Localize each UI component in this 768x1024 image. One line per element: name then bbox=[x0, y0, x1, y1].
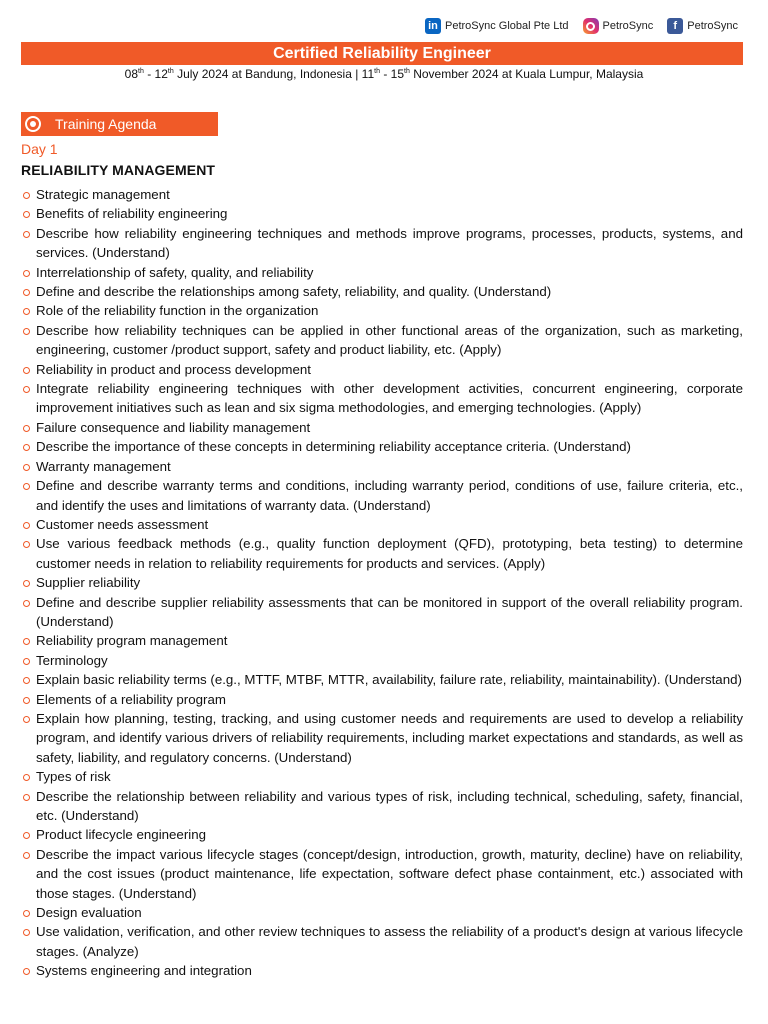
linkedin-link[interactable] bbox=[425, 18, 569, 34]
agenda-item: Explain how planning, testing, tracking, and using customer needs and requirements are used to develop a reliability program, and identify various drivers of reliability requirements, including market expectations and standards, as well as safety, liability, and regulatory concerns. (Understand) bbox=[21, 709, 743, 767]
training-agenda-heading bbox=[21, 112, 218, 136]
agenda-item: Describe the relationship between reliability and various types of risk, including technical, scheduling, safety, financial, etc. (Understand) bbox=[21, 787, 743, 826]
agenda-item: Supplier reliability bbox=[21, 573, 743, 592]
agenda-item: Reliability program management bbox=[21, 631, 743, 650]
target-icon bbox=[25, 116, 41, 132]
instagram-icon bbox=[583, 18, 599, 34]
agenda-item: Terminology bbox=[21, 651, 743, 670]
training-agenda-label: Training Agenda bbox=[55, 116, 157, 132]
social-links bbox=[425, 18, 738, 34]
agenda-item: Warranty management bbox=[21, 457, 743, 476]
agenda-item: Define and describe the relationships among safety, reliability, and quality. (Understand) bbox=[21, 282, 743, 301]
linkedin-label: PetroSync Global Pte Ltd bbox=[444, 20, 569, 32]
agenda-item: Explain basic reliability terms (e.g., MTTF, MTBF, MTTR, availability, failure rate, reliability, maintainability). (Understand) bbox=[21, 670, 743, 689]
agenda-item: Describe how reliability techniques can be applied in other functional areas of the organization, such as marketing, engineering, customer /product support, safety and product liability, etc. (Apply) bbox=[21, 321, 743, 360]
agenda-item: Elements of a reliability program bbox=[21, 690, 743, 709]
agenda-item: Interrelationship of safety, quality, and reliability bbox=[21, 263, 743, 282]
agenda-item: Describe the impact various lifecycle stages (concept/design, introduction, growth, maturity, decline) have on reliability, and the cost issues (product maintenance, life expectation, software defect phase containment, etc.) associated with those stages. (Understand) bbox=[21, 845, 743, 903]
agenda-item: Systems engineering and integration bbox=[21, 961, 743, 980]
linkedin-icon: in bbox=[425, 18, 441, 34]
agenda-item: Define and describe supplier reliability assessments that can be monitored in support of the overall reliability program. (Understand) bbox=[21, 593, 743, 632]
agenda-item: Failure consequence and liability management bbox=[21, 418, 743, 437]
agenda-item: Types of risk bbox=[21, 767, 743, 786]
section-title: RELIABILITY MANAGEMENT bbox=[21, 162, 216, 178]
day-label: Day 1 bbox=[21, 141, 58, 157]
agenda-item: Design evaluation bbox=[21, 903, 743, 922]
facebook-label: PetroSync bbox=[687, 20, 738, 32]
agenda-item: Product lifecycle engineering bbox=[21, 825, 743, 844]
agenda-item: Benefits of reliability engineering bbox=[21, 204, 743, 223]
agenda-item: Strategic management bbox=[21, 185, 743, 204]
agenda-item: Integrate reliability engineering techniques with other development activities, concurrent engineering, corporate improvement initiatives such as lean and six sigma methodologies, and emerging technologies. (Apply) bbox=[21, 379, 743, 418]
course-dates: 08th - 12th July 2024 at Bandung, Indonesia | 11th - 15th November 2024 at Kuala Lumpur, Malaysia bbox=[124, 67, 644, 81]
agenda-item: Use validation, verification, and other review techniques to assess the reliability of a product's design at various lifecycle stages. (Analyze) bbox=[21, 922, 743, 961]
facebook-icon: f bbox=[667, 18, 683, 34]
agenda-item: Role of the reliability function in the organization bbox=[21, 301, 743, 320]
agenda-item: Describe the importance of these concepts in determining reliability acceptance criteria. (Understand) bbox=[21, 437, 743, 456]
agenda-item: Define and describe warranty terms and conditions, including warranty period, conditions of use, failure criteria, etc., and identify the uses and limitations of warranty data. (Understand) bbox=[21, 476, 743, 515]
agenda-item: Reliability in product and process development bbox=[21, 360, 743, 379]
agenda-list bbox=[21, 185, 743, 981]
agenda-item: Describe how reliability engineering techniques and methods improve programs, processes, products, systems, and services. (Understand) bbox=[21, 224, 743, 263]
course-title: Certified Reliability Engineer bbox=[21, 42, 743, 65]
instagram-label: PetroSync bbox=[602, 20, 654, 32]
agenda-item: Customer needs assessment bbox=[21, 515, 743, 534]
agenda-item: Use various feedback methods (e.g., quality function deployment (QFD), prototyping, beta testing) to determine customer needs in relation to reliability requirements for products and services. (Apply) bbox=[21, 534, 743, 573]
facebook-link[interactable] bbox=[667, 18, 738, 34]
instagram-link[interactable] bbox=[583, 18, 654, 34]
